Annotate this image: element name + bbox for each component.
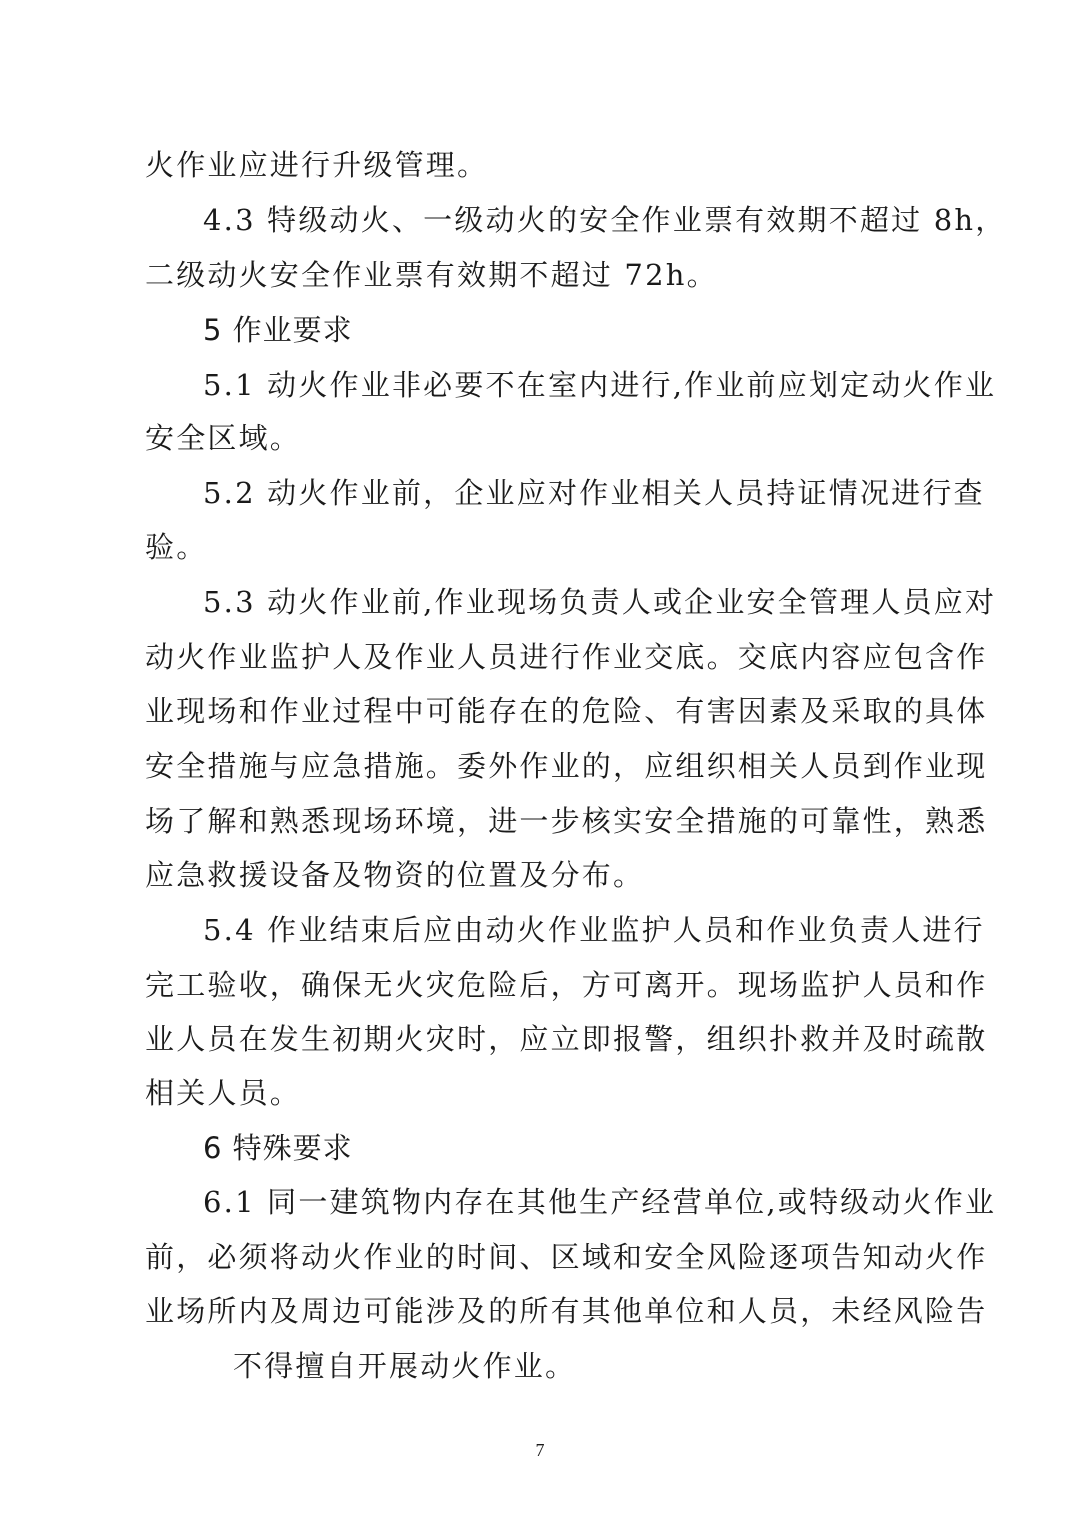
text-line: 不得擅自开展动火作业。 — [233, 1349, 577, 1383]
text-line: 前，必须将动火作业的时间、区域和安全风险逐项告知动火作 — [145, 1240, 988, 1274]
clause-6-1-line: 6.1 同一建筑物内存在其他生产经营单位,或特级动火作业 — [203, 1185, 997, 1219]
text-line: 验。 — [145, 530, 208, 564]
page-number: 7 — [535, 1440, 545, 1460]
text-line: 安全措施与应急措施。委外作业的，应组织相关人员到作业现 — [145, 749, 988, 783]
text-line: 安全区域。 — [145, 421, 302, 455]
section-heading-6: 6 特殊要求 — [203, 1131, 353, 1165]
clause-5-3-line: 5.3 动火作业前,作业现场负责人或企业安全管理人员应对 — [203, 585, 997, 619]
clause-4-3-line: 4.3 特级动火、一级动火的安全作业票有效期不超过 8h， — [203, 203, 1007, 237]
text-line: 应急救援设备及物资的位置及分布。 — [145, 858, 645, 892]
text-line: 业人员在发生初期火灾时，应立即报警，组织扑救并及时疏散 — [145, 1022, 988, 1056]
text-line: 业现场和作业过程中可能存在的危险、有害因素及采取的具体 — [145, 694, 988, 728]
text-line: 二级动火安全作业票有效期不超过 72h。 — [145, 258, 718, 292]
clause-5-1-line: 5.1 动火作业非必要不在室内进行,作业前应划定动火作业 — [203, 368, 997, 402]
clause-5-2-line: 5.2 动火作业前，企业应对作业相关人员持证情况进行查 — [203, 476, 985, 510]
clause-5-4-line: 5.4 作业结束后应由动火作业监护人员和作业负责人进行 — [203, 913, 985, 947]
text-line: 动火作业监护人及作业人员进行作业交底。交底内容应包含作 — [145, 640, 988, 674]
text-line: 业场所内及周边可能涉及的所有其他单位和人员，未经风险告 — [145, 1294, 988, 1328]
text-line: 完工验收，确保无火灾危险后，方可离开。现场监护人员和作 — [145, 968, 988, 1002]
section-heading-5: 5 作业要求 — [203, 313, 353, 347]
text-line: 相关人员。 — [145, 1076, 302, 1110]
text-line: 火作业应进行升级管理。 — [145, 148, 489, 182]
text-line: 场了解和熟悉现场环境，进一步核实安全措施的可靠性，熟悉 — [145, 804, 988, 838]
